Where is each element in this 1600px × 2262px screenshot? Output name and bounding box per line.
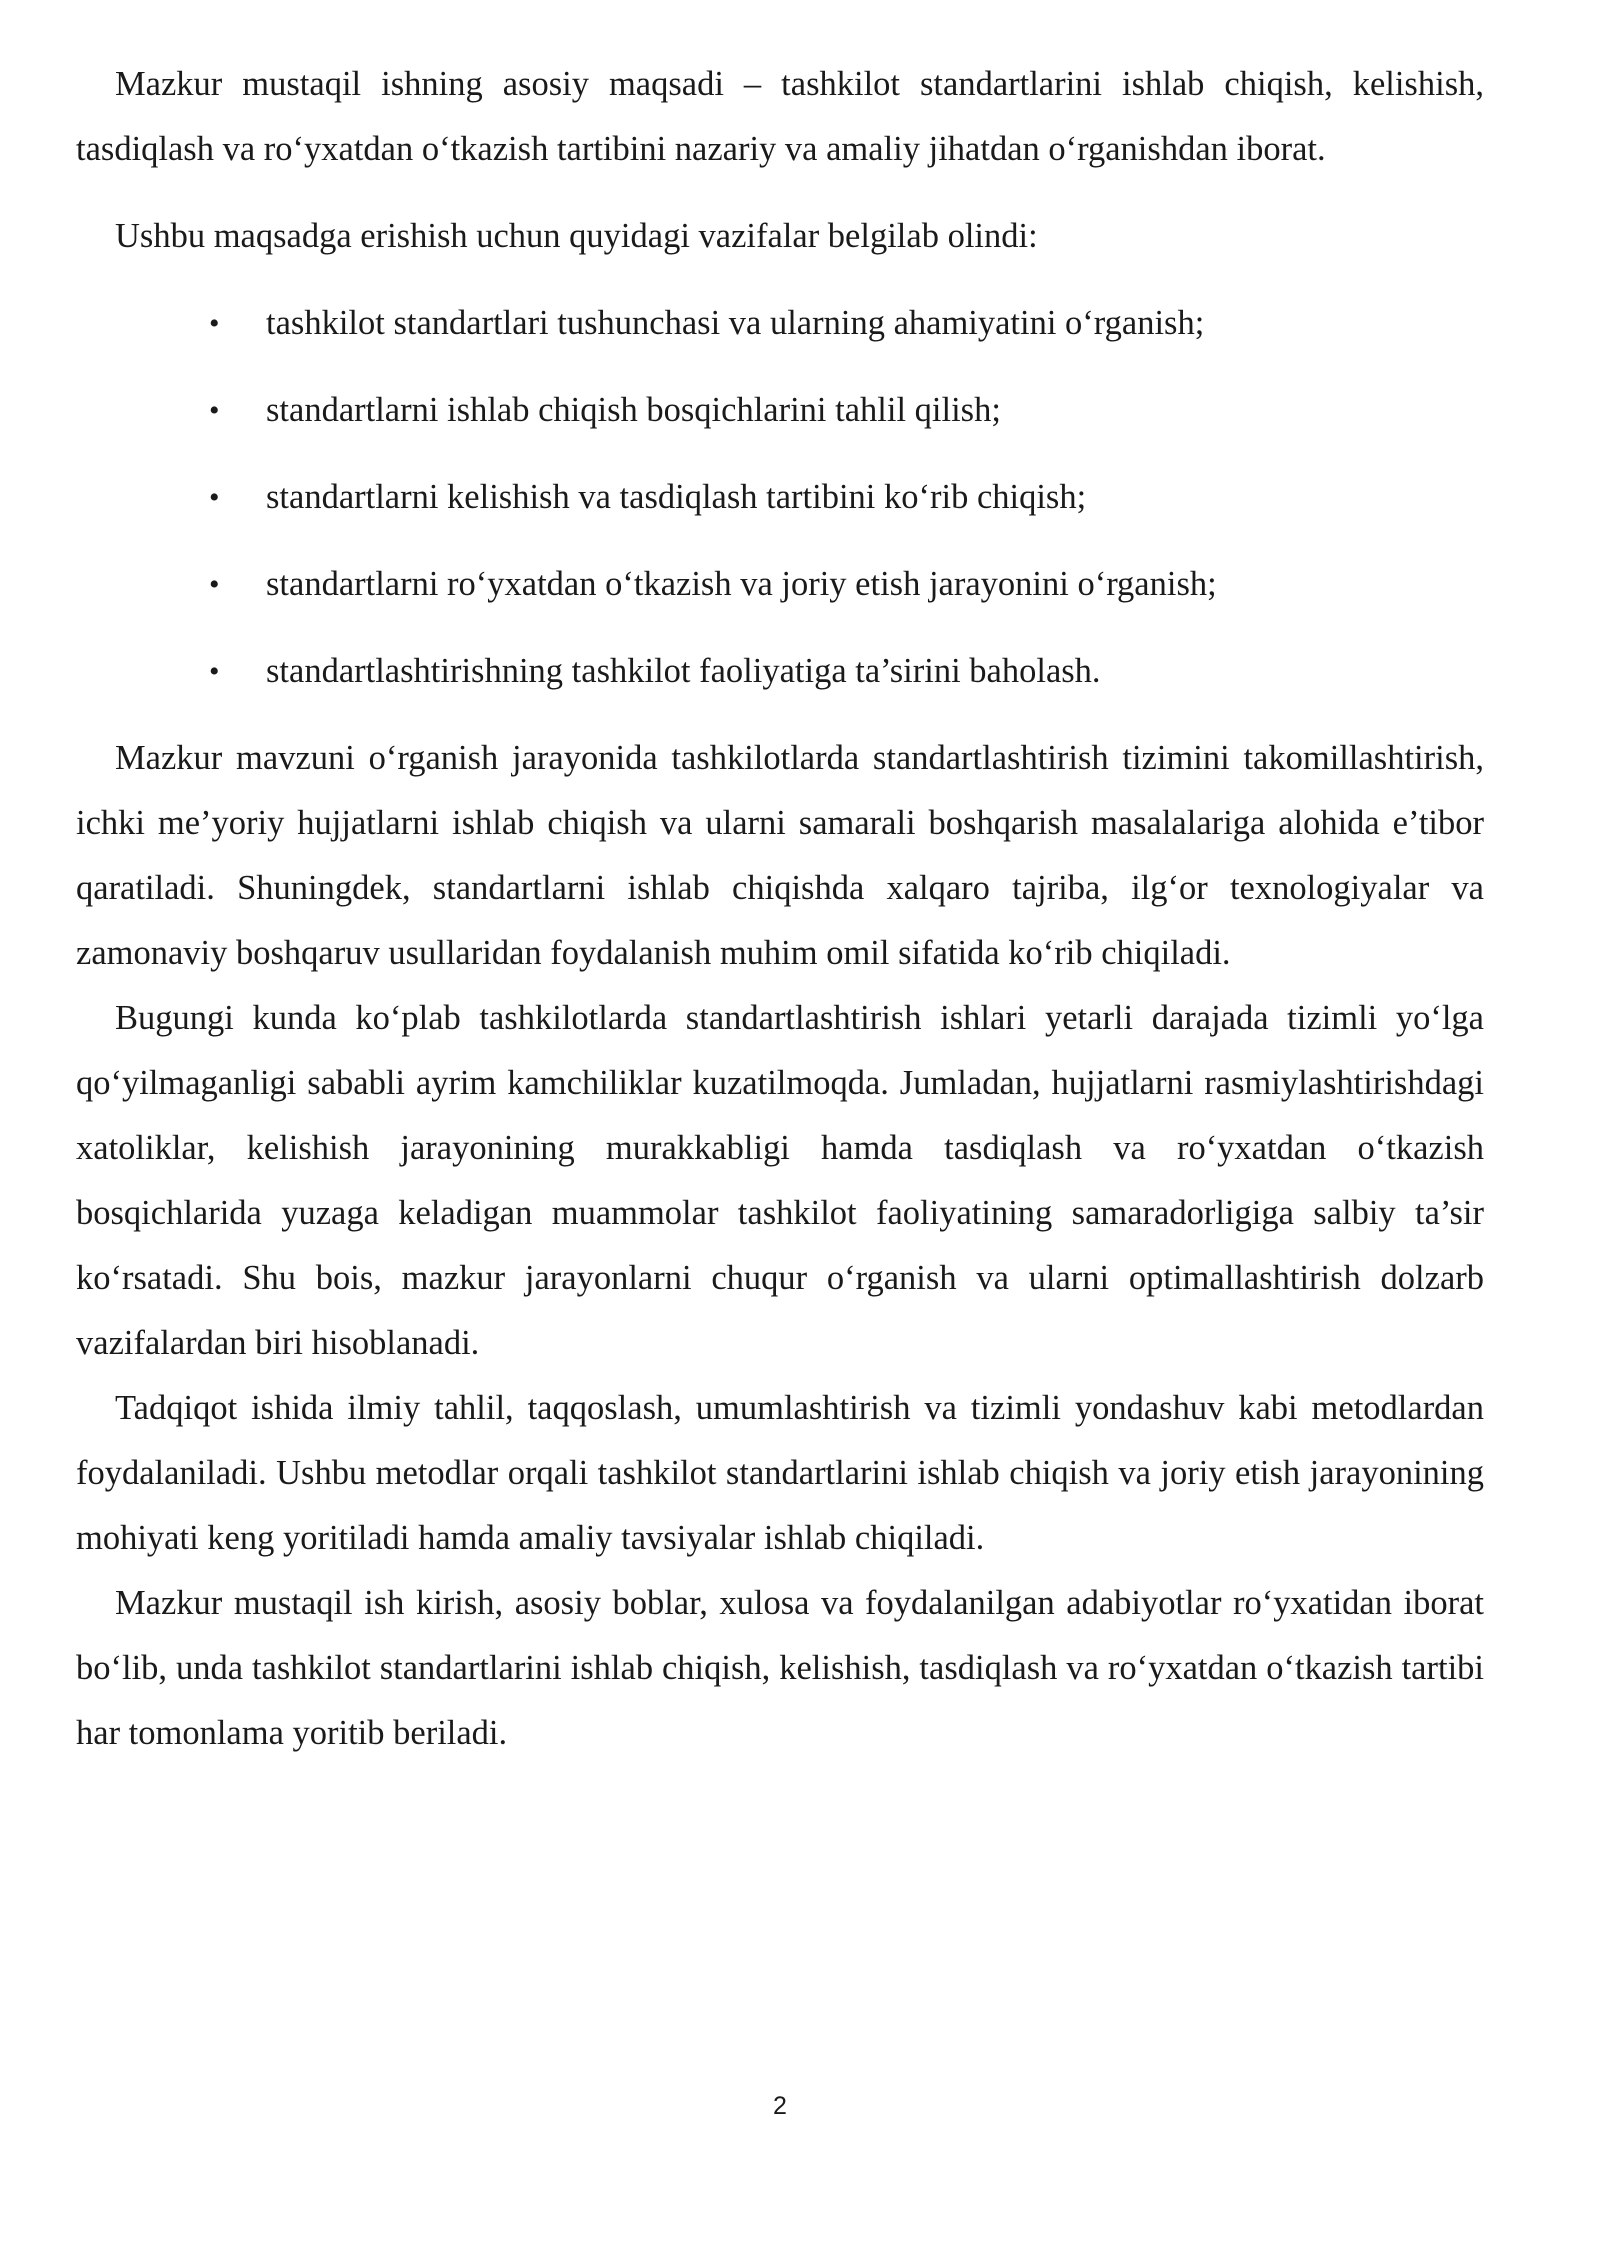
list-item — [76, 378, 1484, 443]
list-item — [76, 552, 1484, 617]
paragraph-topic-focus: Mazkur mavzuni o‘rganish jarayonida tashkilotlarda standartlashtirish tizimini takomillashtirish, ichki me’yoriy hujjatlarni ishlab chiqish va ularni samarali boshqarish masalalariga alohida e’tibor qaratiladi. Shuningdek, standartlarni ishlab chiqishda xalqaro tajriba, ilg‘or texnologiyalar va zamonaviy boshqaruv usullaridan foydalanish muhim omil sifatida ko‘rib chiqiladi. — [76, 739, 1484, 972]
list-item-text: standartlarni ishlab chiqish bosqichlarini tahlil qilish; — [266, 391, 1001, 429]
list-item-text: tashkilot standartlari tushunchasi va ularning ahamiyatini o‘rganish; — [266, 304, 1205, 342]
list-item — [76, 465, 1484, 530]
bullet-icon: • — [209, 655, 220, 688]
paragraph-purpose: Mazkur mustaqil ishning asosiy maqsadi – tashkilot standartlarini ishlab chiqish, kelishish, tasdiqlash va ro‘yxatdan o‘tkazish tartibini nazariy va amaliy jihatdan o‘rganishdan iborat. — [76, 65, 1484, 168]
list-item-text: standartlarni ro‘yxatdan o‘tkazish va joriy etish jarayonini o‘rganish; — [266, 565, 1217, 603]
paragraph-tasks-intro: Ushbu maqsadga erishish uchun quyidagi vazifalar belgilab olindi: — [115, 217, 1038, 255]
list-item-text: standartlarni kelishish va tasdiqlash tartibini ko‘rib chiqish; — [266, 478, 1087, 516]
document-page — [76, 52, 1484, 1766]
list-item — [76, 639, 1484, 704]
paragraph-structure: Mazkur mustaqil ish kirish, asosiy boblar, xulosa va foydalanilgan adabiyotlar ro‘yxatidan iborat bo‘lib, unda tashkilot standartlarini ishlab chiqish, kelishish, tasdiqlash va ro‘yxatdan o‘tkazish tartibi har tomonlama yoritib beriladi. — [76, 1584, 1484, 1752]
bullet-icon: • — [209, 481, 220, 514]
paragraph-methods: Tadqiqot ishida ilmiy tahlil, taqqoslash, umumlashtirish va tizimli yondashuv kabi metodlardan foydalaniladi. Ushbu metodlar orqali tashkilot standartlarini ishlab chiqish va joriy etish jarayonining mohiyati keng yoritiladi hamda amaliy tavsiyalar ishlab chiqiladi. — [76, 1389, 1484, 1557]
list-item-text: standartlashtirishning tashkilot faoliyatiga ta’sirini baholash. — [266, 652, 1101, 690]
bullet-icon: • — [209, 394, 220, 427]
paragraph-current-issues: Bugungi kunda ko‘plab tashkilotlarda standartlashtirish ishlari yetarli darajada tizimli yo‘lga qo‘yilmaganligi sababli ayrim kamchiliklar kuzatilmoqda. Jumladan, hujjatlarni rasmiylashtirishdagi xatoliklar, kelishish jarayonining murakkabligi hamda tasdiqlash va ro‘yxatdan o‘tkazish bosqichlarida yuzaga keladigan muammolar tashkilot faoliyatining samaradorligiga salbiy ta’sir ko‘rsatadi. Shu bois, mazkur jarayonlarni chuqur o‘rganish va ularni optimallashtirish dolzarb vazifalardan biri hisoblanadi. — [76, 999, 1484, 1362]
bullet-icon: • — [209, 307, 220, 340]
list-item — [76, 291, 1484, 356]
page-number: 2 — [773, 2092, 787, 2120]
bullet-icon: • — [209, 568, 220, 601]
task-list — [76, 291, 1484, 704]
